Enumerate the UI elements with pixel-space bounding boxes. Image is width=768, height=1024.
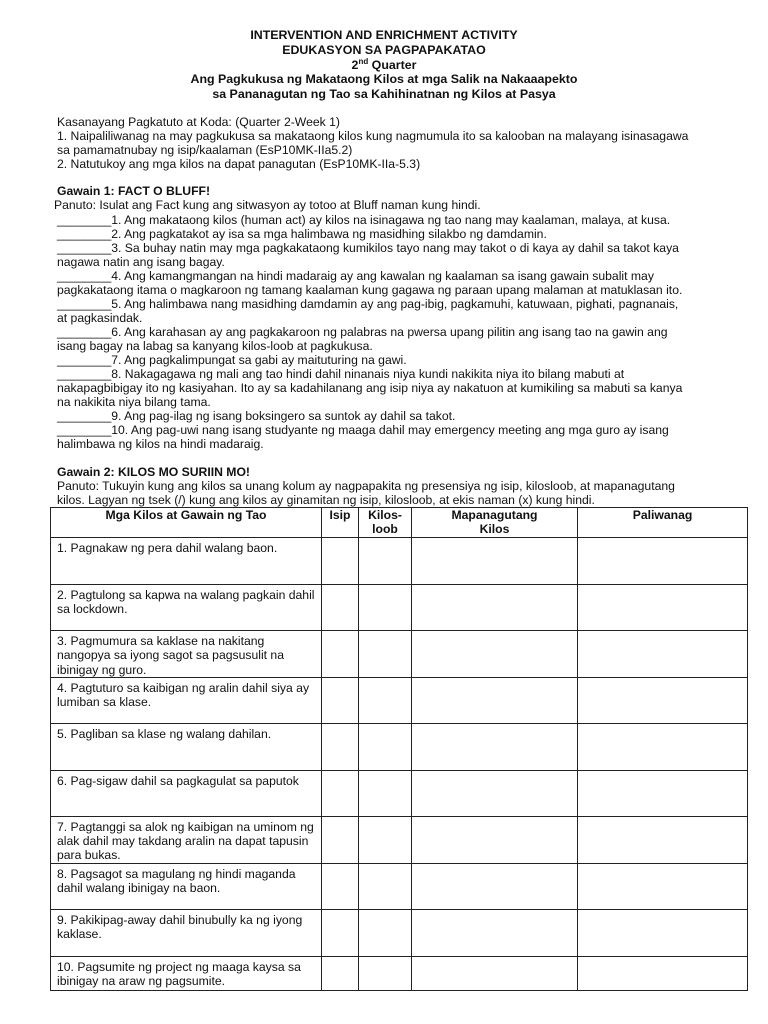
gawain1-item-line: ________8. Nakagagawa ng mali ang tao hindi dahil ninanais niya kundi nakikita niya ito bilang mabuti at — [57, 367, 625, 381]
gawain2-instructions: Panuto: Tukuyin kung ang kilos sa unang kolum ay nagpapakita ng presensiya ng isip, kilosloob, at mapanagutang — [57, 479, 675, 493]
kilosloob-answer-cell[interactable] — [359, 816, 412, 863]
action-cell: 9. Pakikipag-away dahil binubully ka ng iyong kaklase. — [51, 909, 322, 956]
action-cell: 7. Pagtanggi sa alok ng kaibigan na uminom ng alak dahil may takdang aralin na dapat tapusin para bukas. — [51, 816, 322, 863]
gawain1-item-line: ________4. Ang kamangmangan na hindi madaraig ay ang kawalan ng kaalaman sa isang gawain subalit may — [57, 269, 654, 283]
paliwanag-answer-cell[interactable] — [578, 816, 748, 863]
mapanagutang-answer-cell[interactable] — [412, 956, 578, 990]
kilosloob-answer-cell[interactable] — [359, 863, 412, 909]
kilosloob-answer-cell[interactable] — [359, 956, 412, 990]
competency-line: 1. Naipaliliwanag na may pagkukusa sa makataong kilos kung nagmumula ito sa kalooban na malayang isinasagawa — [57, 129, 689, 143]
paliwanag-answer-cell[interactable] — [578, 863, 748, 909]
gawain1-item-line: ________2. Ang pagkatakot ay isa sa mga halimbawa ng masidhing silakbo ng damdamin. — [57, 227, 547, 241]
kilos-table — [50, 507, 748, 991]
action-cell: 10. Pagsumite ng project ng maaga kaysa sa ibinigay na araw ng pagsumite. — [51, 956, 322, 990]
table-row — [51, 770, 748, 816]
kilosloob-answer-cell[interactable] — [359, 723, 412, 770]
table-row — [51, 723, 748, 770]
isip-answer-cell[interactable] — [322, 909, 359, 956]
gawain1-item-line: ________7. Ang pagkalimpungat sa gabi ay maituturing na gawi. — [57, 353, 407, 367]
isip-answer-cell[interactable] — [322, 631, 359, 678]
mapanagutang-answer-cell[interactable] — [412, 863, 578, 909]
mapanagutang-answer-cell[interactable] — [412, 770, 578, 816]
column-header-isip: Isip — [322, 508, 359, 538]
paliwanag-answer-cell[interactable] — [578, 677, 748, 723]
paliwanag-answer-cell[interactable] — [578, 909, 748, 956]
isip-answer-cell[interactable] — [322, 677, 359, 723]
isip-answer-cell[interactable] — [322, 538, 359, 585]
column-header-mapanagutang: Mapanagutang Kilos — [412, 508, 578, 538]
action-cell: 2. Pagtulong sa kapwa na walang pagkain dahil sa lockdown. — [51, 585, 322, 631]
mapanagutang-answer-cell[interactable] — [412, 909, 578, 956]
isip-answer-cell[interactable] — [322, 723, 359, 770]
gawain1-item-line: ________10. Ang pag-uwi nang isang studyante ng maaga dahil may emergency meeting ang mga guro ay isang — [57, 423, 669, 437]
column-header-paliwanag: Paliwanag — [578, 508, 748, 538]
action-cell: 6. Pag-sigaw dahil sa pagkagulat sa paputok — [51, 770, 322, 816]
paliwanag-answer-cell[interactable] — [578, 585, 748, 631]
competency-line: 2. Natutukoy ang mga kilos na dapat panagutan (EsP10MK-IIa-5.3) — [57, 157, 421, 171]
gawain1-item-line: ________5. Ang halimbawa nang masidhing damdamin ay ang pag-ibig, pagkamuhi, katuwaan, pighati, pagnanais, — [57, 297, 679, 311]
isip-answer-cell[interactable] — [322, 956, 359, 990]
action-cell: 3. Pagmumura sa kaklase na nakitang nangopya sa iyong sagot sa pagsusulit na ibinigay ng guro. — [51, 631, 322, 678]
header-line1: INTERVENTION AND ENRICHMENT ACTIVITY — [250, 28, 518, 42]
mapanagutang-answer-cell[interactable] — [412, 631, 578, 678]
column-header-kilosloob: Kilos-loob — [359, 508, 412, 538]
kilosloob-answer-cell[interactable] — [359, 631, 412, 678]
gawain1-item-line: nakapagbibigay ito ng kasiyahan. Ito ay sa kadahilanang ang isip niya ay nakatuon at kumikiling sa mabuti sa kanya — [57, 381, 683, 395]
gawain1-item-line: ________3. Sa buhay natin may mga pagkakataong kumikilos tayo nang may takot o di kaya ay dahil sa takot kaya — [57, 241, 679, 255]
isip-answer-cell[interactable] — [322, 816, 359, 863]
gawain1-item-line: ________6. Ang karahasan ay ang pagkakaroon ng palabras na pwersa upang pilitin ang isang tao na gawin ang — [57, 325, 668, 339]
column-header-kilos: Mga Kilos at Gawain ng Tao — [51, 508, 322, 538]
gawain2-instructions: kilos. Lagyan ng tsek (/) kung ang kilos ay ginamitan ng isip, kilosloob, at ekis naman (x) kung hindi. — [57, 493, 595, 507]
table-row — [51, 585, 748, 631]
mapanagutang-answer-cell[interactable] — [412, 585, 578, 631]
kilosloob-answer-cell[interactable] — [359, 770, 412, 816]
action-cell: 8. Pagsagot sa magulang ng hindi maganda dahil walang ibinigay na baon. — [51, 863, 322, 909]
action-cell: 1. Pagnakaw ng pera dahil walang baon. — [51, 538, 322, 585]
lesson-title-line1: Ang Pagkukusa ng Makataong Kilos at mga Salik na Nakaaapekto — [190, 72, 578, 86]
isip-answer-cell[interactable] — [322, 863, 359, 909]
quarter-word: Quarter — [368, 58, 417, 72]
gawain1-item-line: ________1. Ang makataong kilos (human act) ay kilos na isinagawa ng tao nang may kaalaman, malaya, at kusa. — [57, 213, 671, 227]
gawain1-item-line: halimbawa ng kilos na hindi madaraig. — [57, 437, 264, 451]
gawain1-item-line: nagawa natin ang isang bagay. — [57, 255, 225, 269]
competency-line: sa pamamatnubay ng isip/kaalaman (EsP10MK-IIa5.2) — [57, 143, 353, 157]
lesson-title-line2: sa Pananagutan ng Tao sa Kahihinatnan ng Kilos at Pasya — [212, 87, 556, 101]
table-row — [51, 677, 748, 723]
quarter-number: 2 — [351, 58, 359, 72]
table-row — [51, 631, 748, 678]
gawain1-item-line: pagkakataong itama o magkaroon ng tamang kaalaman kung gagawa ng paraan upang malaman at matuklasan ito. — [57, 283, 683, 297]
isip-answer-cell[interactable] — [322, 770, 359, 816]
table-header-row — [51, 508, 748, 538]
gawain1-item-line: isang bagay na labag sa kanyang kilos-loob at pagkukusa. — [57, 339, 373, 353]
mapanagutang-answer-cell[interactable] — [412, 677, 578, 723]
gawain1-title: Gawain 1: FACT O BLUFF! — [57, 184, 211, 198]
action-cell: 5. Pagliban sa klase ng walang dahilan. — [51, 723, 322, 770]
header-line2: EDUKASYON SA PAGPAPAKATAO — [282, 43, 486, 57]
gawain1-item-line: na nakikita niya bilang tama. — [57, 395, 211, 409]
table-row — [51, 538, 748, 585]
isip-answer-cell[interactable] — [322, 585, 359, 631]
action-cell: 4. Pagtuturo sa kaibigan ng aralin dahil siya ay lumiban sa klase. — [51, 677, 322, 723]
quarter-label — [0, 58, 768, 73]
paliwanag-answer-cell[interactable] — [578, 538, 748, 585]
mapanagutang-answer-cell[interactable] — [412, 723, 578, 770]
mapanagutang-answer-cell[interactable] — [412, 538, 578, 585]
paliwanag-answer-cell[interactable] — [578, 770, 748, 816]
table-row — [51, 816, 748, 863]
table-row — [51, 956, 748, 990]
gawain1-instructions: Panuto: Isulat ang Fact kung ang sitwasyon ay totoo at Bluff naman kung hindi. — [54, 198, 481, 212]
gawain1-item-line: ________9. Ang pag-ilag ng isang boksingero sa suntok ay dahil sa takot. — [57, 409, 456, 423]
paliwanag-answer-cell[interactable] — [578, 723, 748, 770]
mapanagutang-answer-cell[interactable] — [412, 816, 578, 863]
gawain2-title: Gawain 2: KILOS MO SURIIN MO! — [57, 465, 250, 479]
kilosloob-answer-cell[interactable] — [359, 909, 412, 956]
paliwanag-answer-cell[interactable] — [578, 956, 748, 990]
table-row — [51, 863, 748, 909]
quarter-suffix: nd — [358, 56, 369, 66]
paliwanag-answer-cell[interactable] — [578, 631, 748, 678]
kilosloob-answer-cell[interactable] — [359, 677, 412, 723]
kilosloob-answer-cell[interactable] — [359, 585, 412, 631]
table-row — [51, 909, 748, 956]
kilosloob-answer-cell[interactable] — [359, 538, 412, 585]
gawain1-item-line: at pagkasindak. — [57, 311, 143, 325]
competency-heading: Kasanayang Pagkatuto at Koda: (Quarter 2-Week 1) — [57, 115, 340, 129]
